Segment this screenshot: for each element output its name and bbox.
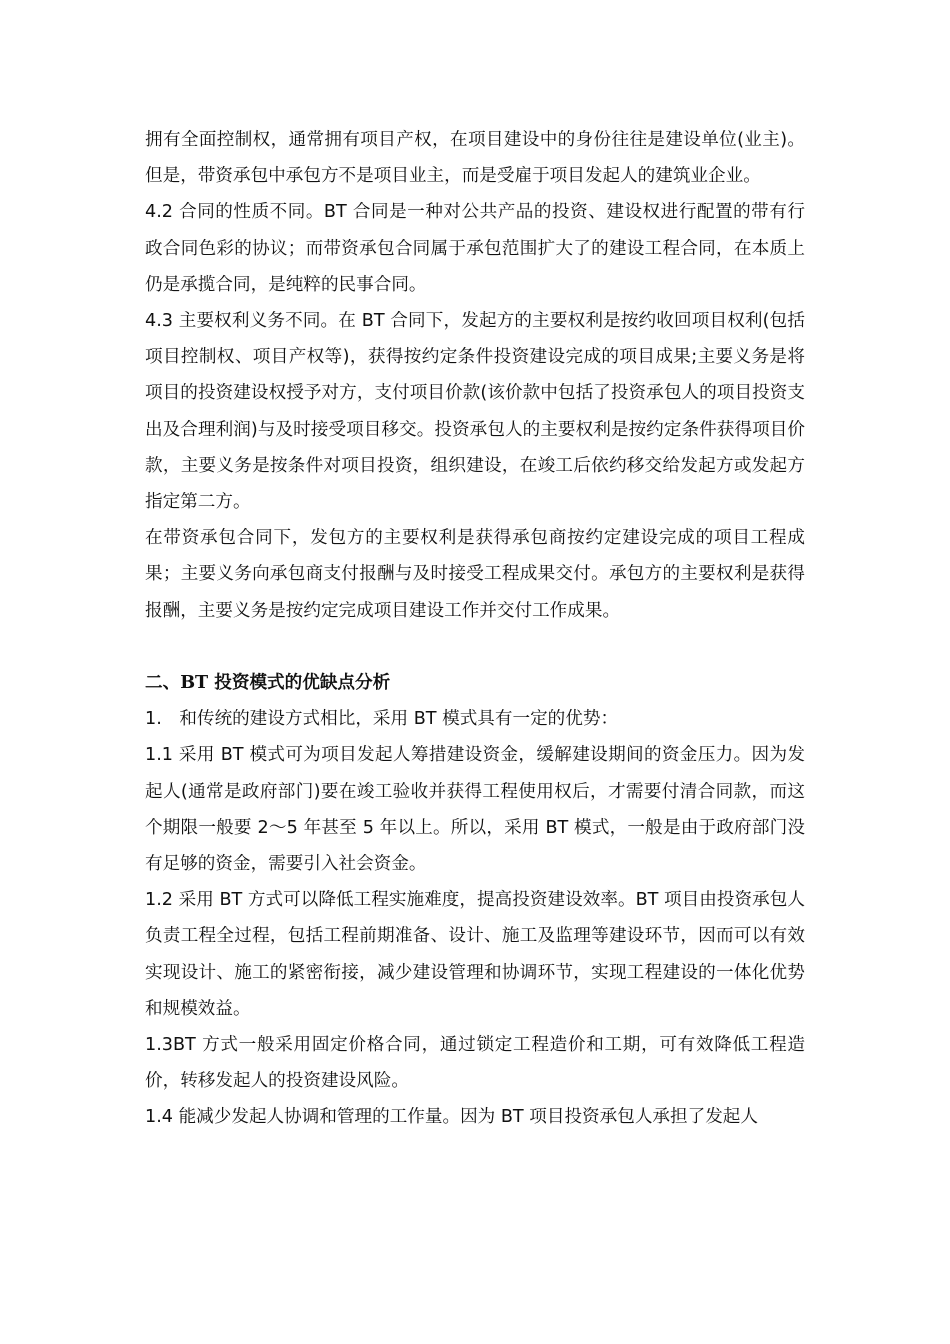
- paragraph-owner-control: 拥有全面控制权，通常拥有项目产权，在项目建设中的身份往往是建设单位(业主)。但是，带资承包中承包方不是项目业主，而是受雇于项目发起人的建筑业企业。: [145, 130, 805, 187]
- paragraph-1-1-funding: 1.1 采用 BT 模式可为项目发起人筹措建设资金，缓解建设期间的资金压力。因为发起人(通常是政府部门)要在竣工验收并获得工程使用权后，才需要付清合同款，而这个期限一般要 2～5 年甚至 5 年以上。所以，采用 BT 模式，一般是由于政府部门没有足够的资金，需要引入社会资金。: [145, 745, 805, 875]
- paragraph-1-advantages: 1. 和传统的建设方式相比，采用 BT 模式具有一定的优势：: [145, 709, 619, 730]
- paragraph-4-2-contract-nature: 4.2 合同的性质不同。BT 合同是一种对公共产品的投资、建设权进行配置的带有行政合同色彩的协议；而带资承包合同属于承包范围扩大了的建设工程合同，在本质上仍是承揽合同，是纯粹的民事合同。: [145, 202, 805, 295]
- paragraph-1-3-fixed-price: 1.3BT 方式一般采用固定价格合同，通过锁定工程造价和工期，可有效降低工程造价，转移发起人的投资建设风险。: [145, 1035, 805, 1092]
- paragraph-1-4-coordination: 1.4 能减少发起人协调和管理的工作量。因为 BT 项目投资承包人承担了发起人: [145, 1107, 758, 1128]
- section-heading: 二、BT 投资模式的优缺点分析: [145, 672, 391, 694]
- blank-line: [145, 629, 805, 665]
- document-body: [145, 122, 805, 1136]
- paragraph-1-2-efficiency: 1.2 采用 BT 方式可以降低工程实施难度，提高投资建设效率。BT 项目由投资承包人负责工程全过程，包括工程前期准备、设计、施工及监理等建设环节，因而可以有效实现设计、施工的紧密衔接，减少建设管理和协调环节，实现工程建设的一体化优势和规模效益。: [145, 890, 805, 1019]
- paragraph-contracting-rights: 在带资承包合同下，发包方的主要权利是获得承包商按约定建设完成的项目工程成果；主要义务向承包商支付报酬与及时接受工程成果交付。承包方的主要权利是获得报酬，主要义务是按约定完成项目建设工作并交付工作成果。: [145, 528, 805, 621]
- paragraph-4-3-rights-obligations: 4.3 主要权利义务不同。在 BT 合同下，发起方的主要权利是按约收回项目权利(包括项目控制权、项目产权等)，获得按约定条件投资建设完成的项目成果;主要义务是将项目的投资建设权授予对方，支付项目价款(该价款中包括了投资承包人的项目投资支出及合理利润)与及时接受项目移交。投资承包人的主要权利是按约定条件获得项目价款，主要义务是按条件对项目投资，组织建设，在竣工后依约移交给发起方或发起方指定第二方。: [145, 311, 805, 513]
